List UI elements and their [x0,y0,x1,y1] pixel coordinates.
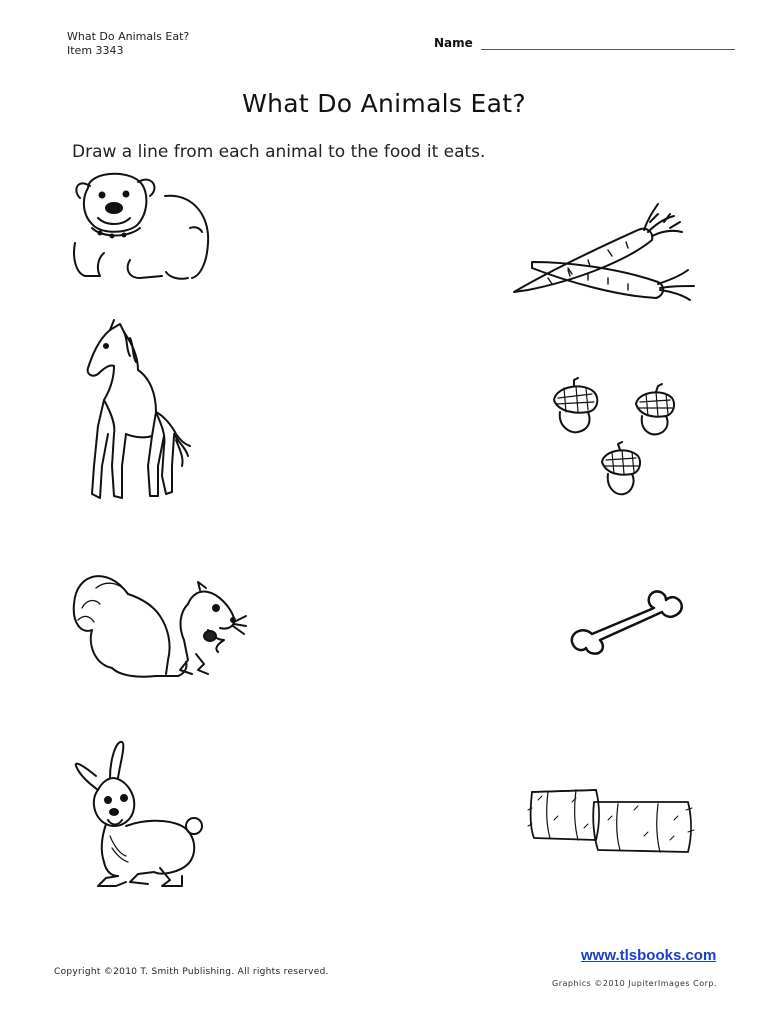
doc-title: What Do Animals Eat? [67,30,190,43]
item-number: Item 3343 [67,44,124,57]
carrots-illustration[interactable] [508,200,698,310]
bone-illustration[interactable] [566,590,696,660]
hay-bales-illustration[interactable] [524,780,699,860]
rabbit-illustration[interactable] [70,736,210,896]
copyright-notice: Copyright ©2010 T. Smith Publishing. All rights reserved. [54,967,329,977]
horse-illustration[interactable] [80,316,195,511]
worksheet-title: What Do Animals Eat? [242,89,526,118]
acorns-illustration[interactable] [544,376,694,501]
website-link[interactable]: www.tlsbooks.com [581,947,717,964]
name-line[interactable] [481,37,735,50]
document-header [67,30,189,58]
dog-illustration[interactable] [70,168,215,288]
instructions: Draw a line from each animal to the food it eats. [72,142,486,162]
name-field[interactable] [434,36,735,50]
squirrel-illustration[interactable] [68,564,248,689]
name-label: Name [434,36,473,50]
graphics-credit: Graphics ©2010 JupiterImages Corp. [552,979,718,988]
